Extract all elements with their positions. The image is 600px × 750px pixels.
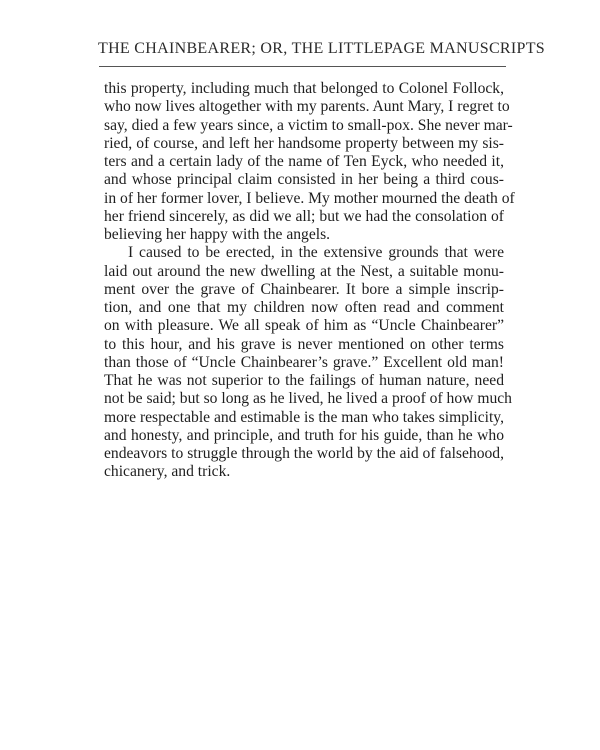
- text-line: ters and a certain lady of the name of Ten Eyck, who needed it,: [104, 153, 504, 170]
- text-line: chicanery, and trick.: [104, 463, 231, 481]
- text-line: on with pleasure. We all speak of him as “Uncle Chainbearer”: [104, 317, 504, 335]
- text-line: than those of “Uncle Chainbearer’s grave.” Excellent old man!: [104, 353, 504, 371]
- text-line: her friend sincerely, as did we all; but we had the consolation of: [104, 207, 504, 225]
- running-head: THE CHAINBEARER; OR, THE LITTLEPAGE MANUSCRIPTS: [98, 40, 546, 57]
- text-line: say, died a few years since, a victim to small-pox. She never mar-: [104, 116, 513, 134]
- text-line: to this hour, and his grave is never mentioned on other terms: [104, 335, 504, 353]
- text-line: endeavors to struggle through the world by the aid of falsehood,: [104, 445, 504, 462]
- text-line: this property, including much that belonged to Colonel Follock,: [104, 80, 504, 97]
- text-line: and whose principal claim consisted in her being a third cous-: [104, 171, 504, 189]
- paragraph-2: [104, 244, 512, 481]
- body-text: [104, 80, 515, 482]
- text-line: more respectable and estimable is the man who takes simplicity,: [104, 408, 504, 426]
- paragraph-1: [104, 80, 515, 244]
- text-line: who now lives altogether with my parents. Aunt Mary, I regret to: [104, 98, 510, 116]
- text-line: in of her former lover, I believe. My mother mourned the death of: [104, 189, 515, 207]
- text-line: I caused to be erected, in the extensive grounds that were: [128, 244, 504, 262]
- text-line: not be said; but so long as he lived, he lived a proof of how much: [104, 390, 512, 408]
- text-line: and honesty, and principle, and truth for his guide, than he who: [104, 426, 504, 444]
- text-line: tion, and one that my children now often read and comment: [104, 299, 504, 316]
- text-line: believing her happy with the angels.: [104, 226, 331, 243]
- text-line: ment over the grave of Chainbearer. It bore a simple inscrip-: [104, 280, 504, 298]
- text-line: ried, of course, and left her handsome property between my sis-: [104, 134, 504, 152]
- header-rule: [99, 66, 506, 67]
- text-line: That he was not superior to the failings of human nature, need: [104, 372, 504, 389]
- text-line: laid out around the new dwelling at the Nest, a suitable monu-: [104, 262, 504, 280]
